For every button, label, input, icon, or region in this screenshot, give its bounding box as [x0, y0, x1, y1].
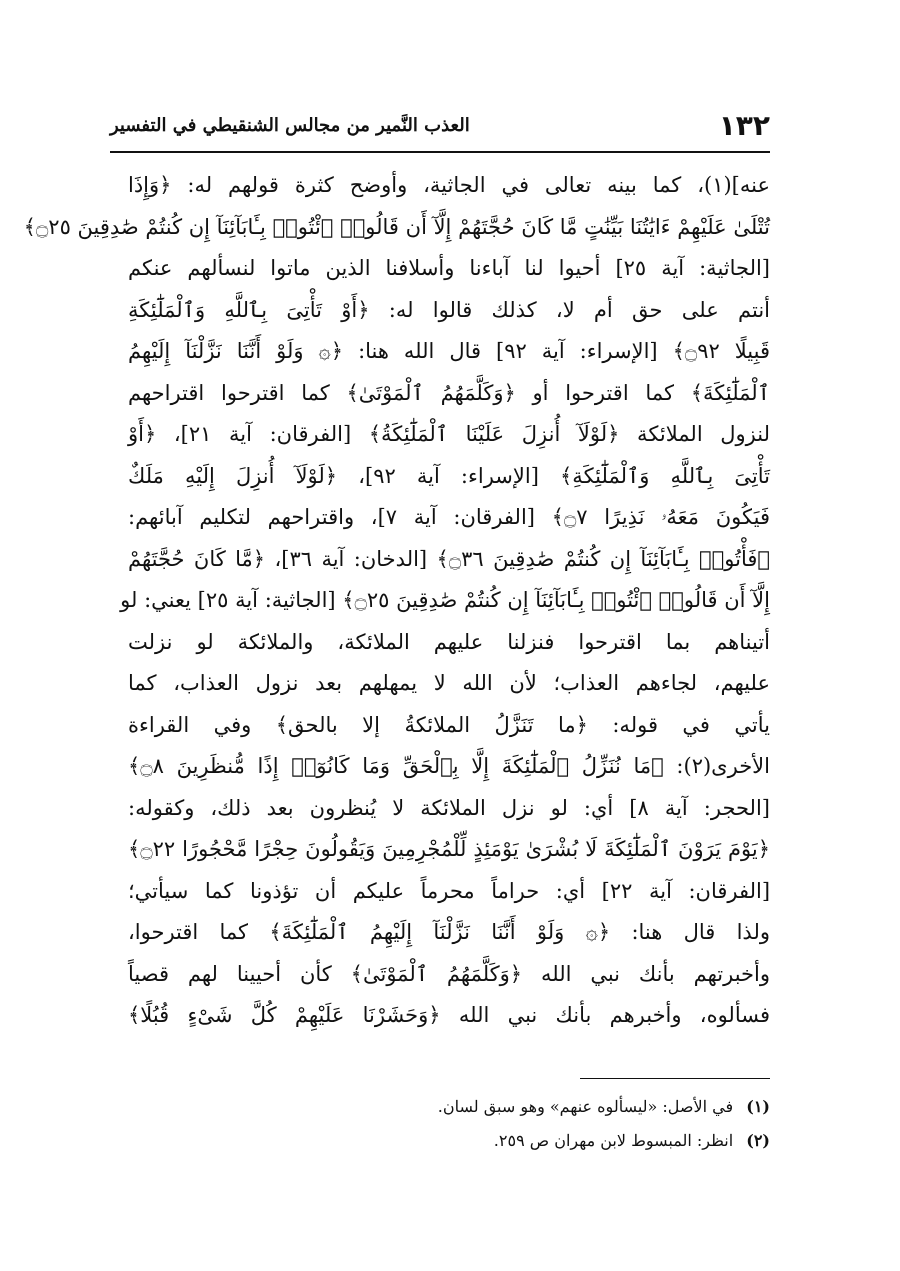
- running-title: العذب النَّمير من مجالس الشنقيطي في التفسير: [110, 115, 470, 136]
- footnote-number: (٢): [746, 1131, 770, 1150]
- text-line: عليهم، لجاءهم العذاب؛ لأن الله لا يمهلهم بعد نزول العذاب، كما: [128, 671, 770, 695]
- text-line: تَأْتِىَ بِٱللَّهِ وَٱلْمَلَٰٓئِكَةِ﴾ [الإسراء: آية ٩٢]، ﴿لَوْلَآ أُنزِلَ إِلَيْهِ مَلَكٌ: [128, 463, 771, 488]
- text-line: تُتْلَىٰ عَلَيْهِمْ ءَايَٰتُنَا بَيِّنَٰتٍ مَّا كَانَ حُجَّتَهُمْ إِلَّآ أَن قَالُوا۟ ٱئْتُوا۟ بِـَٔابَآئِنَآ إِن كُنتُمْ صَٰدِقِينَ ۝٢٥﴾: [23, 214, 770, 239]
- text-line: يأتي في قوله: ﴿ما تَنَزَّلُ الملائكةُ إلا بالحق﴾ وفي القراءة: [128, 712, 770, 737]
- footnote-number: (١): [746, 1097, 770, 1116]
- text-line: ٱلْمَلَٰٓئِكَةَ﴾ كما اقترحوا أو ﴿وَكَلَّمَهُمُ ٱلْمَوْتَىٰ﴾ كما اقترحوا اقتراحهم: [128, 380, 770, 405]
- footnote-text: في الأصل: «ليسألوه عنهم» وهو سبق لسان.: [437, 1097, 734, 1116]
- text-line: إِلَّآ أَن قَالُوا۟ ٱئْتُوا۟ بِـَٔابَآئِنَآ إِن كُنتُمْ صَٰدِقِينَ ۝٢٥﴾ [الجاثية: آية ٢٥] يعني: لو: [120, 588, 770, 612]
- text-line: فسألوه، وأخبرهم بأنك نبي الله ﴿وَحَشَرْنَا عَلَيْهِمْ كُلَّ شَىْءٍ قُبُلًا﴾: [128, 1003, 770, 1027]
- header-rule: [110, 151, 770, 153]
- footnote-rule: [580, 1078, 770, 1079]
- text-line: ولذا قال هنا: ﴿۞ وَلَوْ أَنَّنَا نَزَّلْنَآ إِلَيْهِمُ ٱلْمَلَٰٓئِكَةَ﴾ كما اقترحوا،: [128, 920, 770, 944]
- footnote: [128, 1090, 770, 1124]
- footnotes: [128, 1090, 770, 1158]
- text-line: ﴿يَوْمَ يَرَوْنَ ٱلْمَلَٰٓئِكَةَ لَا بُشْرَىٰ يَوْمَئِذٍ لِّلْمُجْرِمِينَ وَيَقُولُونَ حِجْرًا مَّحْجُورًا ۝٢٢﴾: [128, 837, 770, 861]
- text-line: [الفرقان: آية ٢٢] أي: حراماً محرماً عليكم أن تؤذونا كما سيأتي؛: [128, 878, 771, 903]
- text-line: قَبِيلًا ۝٩٢﴾ [الإسراء: آية ٩٢] قال الله هنا: ﴿۞ وَلَوْ أَنَّنَا نَزَّلْنَآ إِلَيْهِمُ: [128, 339, 770, 363]
- text-line: أتيناهم بما اقترحوا فنزلنا عليهم الملائكة، والملائكة لو نزلت: [128, 629, 770, 654]
- body-text: [23, 165, 771, 1037]
- text-line: عنه](١)، كما بينه تعالى في الجاثية، وأوضح كثرة قولهم له: ﴿وَإِذَا: [128, 173, 770, 197]
- text-line: وأخبرتهم بأنك نبي الله ﴿وَكَلَّمَهُمُ ٱلْمَوْتَىٰ﴾ كأن أحيينا لهم قصياً: [128, 961, 770, 986]
- text-line: ﴿فَأْتُوا۟ بِـَٔابَآئِنَآ إِن كُنتُمْ صَٰدِقِينَ ۝٣٦﴾ [الدخان: آية ٣٦]، ﴿مَّا كَانَ حُجَّتَهُمْ: [128, 546, 770, 571]
- text-line: الأخرى(٢): ﴿مَا نُنَزِّلُ ٱلْمَلَٰٓئِكَةَ إِلَّا بِٱلْحَقِّ وَمَا كَانُوٓا۟ إِذًا مُّنظَرِينَ ۝٨﴾: [128, 754, 770, 778]
- footnote-text: انظر: المبسوط لابن مهران ص ٢٥٩.: [493, 1131, 734, 1150]
- text-line: لنزول الملائكة ﴿لَوْلَآ أُنزِلَ عَلَيْنَا ٱلْمَلَٰٓئِكَةُ﴾ [الفرقان: آية ٢١]، ﴿أَوْ: [128, 422, 770, 446]
- footnote: [128, 1124, 770, 1158]
- text-line: فَيَكُونَ مَعَهُۥ نَذِيرًا ۝٧﴾ [الفرقان: آية ٧]، واقتراحهم لتكليم آبائهم:: [128, 505, 770, 529]
- page-number: ١٣٢: [718, 109, 770, 142]
- page-header: [110, 104, 770, 148]
- text-line: [الحجر: آية ٨] أي: لو نزل الملائكة لا يُنظرون بعد ذلك، وكقوله:: [128, 795, 770, 820]
- text-line: [الجاثية: آية ٢٥] أحيوا لنا آباءنا وأسلافنا الذين ماتوا لنسألهم عنكم: [128, 256, 770, 280]
- text-line: أنتم على حق أم لا، كذلك قالوا له: ﴿أَوْ تَأْتِىَ بِٱللَّهِ وَٱلْمَلَٰٓئِكَةِ: [128, 297, 770, 322]
